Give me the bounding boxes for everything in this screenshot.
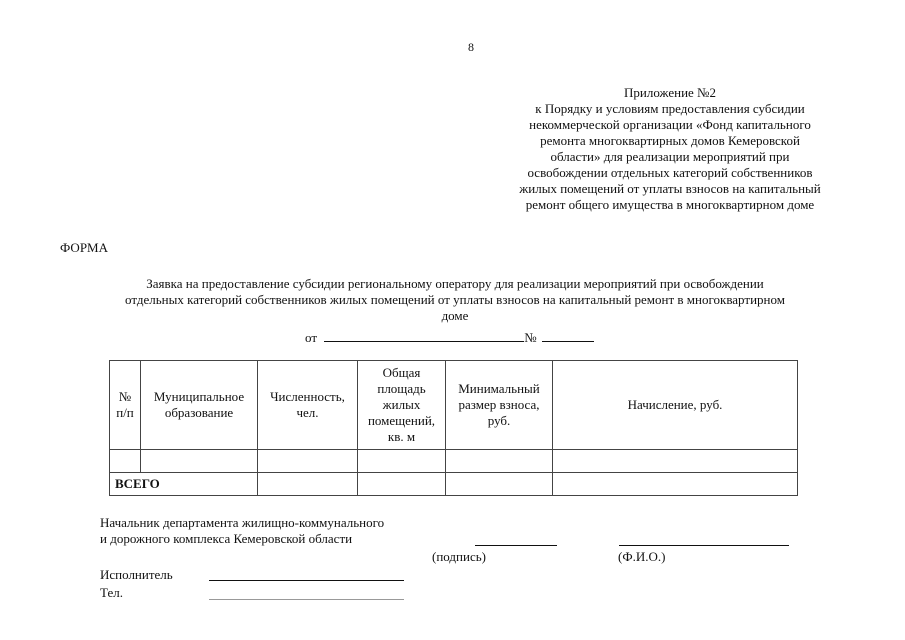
- fio-caption: (Ф.И.О.): [618, 549, 666, 564]
- appendix-line: некоммерческой организации «Фонд капитального: [529, 117, 811, 132]
- request-title-line: отдельных категорий собственников жилых помещений от уплаты взносов на капитальный ремонт в многоквартирном: [125, 292, 785, 307]
- phone-label: Тел.: [100, 585, 123, 600]
- header-cell-charge: Начисление, руб.: [553, 361, 798, 450]
- table-cell[interactable]: [553, 450, 798, 473]
- table-cell[interactable]: [358, 473, 446, 496]
- appendix-line: ремонт общего имущества в многоквартирном доме: [525, 197, 815, 212]
- appendix-title: Приложение №2: [624, 85, 716, 100]
- header-cell-min-fee: Минимальный размер взноса, руб.: [446, 361, 553, 450]
- signature-title-line: и дорожного комплекса Кемеровской области: [100, 531, 353, 546]
- signature-caption: (подпись): [432, 549, 486, 564]
- appendix-line: области» для реализации мероприятий при: [550, 149, 790, 164]
- header-cell-population: Численность, чел.: [258, 361, 358, 450]
- table-header-row: [110, 361, 798, 450]
- from-label: от: [305, 330, 318, 345]
- signature-blank[interactable]: [475, 545, 557, 546]
- table-total-row: [110, 473, 798, 496]
- header-cell-num: № п/п: [110, 361, 141, 450]
- request-date-number: [305, 329, 594, 346]
- table-cell[interactable]: [258, 473, 358, 496]
- table-cell[interactable]: [110, 450, 141, 473]
- fio-blank[interactable]: [619, 545, 789, 546]
- signature-title-line: Начальник департамента жилищно-коммунального: [100, 515, 385, 530]
- forma-label: ФОРМА: [60, 240, 108, 255]
- date-blank[interactable]: [324, 329, 524, 342]
- request-title-line: Заявка на предоставление субсидии региональному оператору для реализации мероприятий при освобождении: [146, 276, 764, 291]
- table-cell[interactable]: [358, 450, 446, 473]
- signature-title: [100, 515, 384, 547]
- header-cell-area: Общая площадь жилых помещений, кв. м: [358, 361, 446, 450]
- appendix-line: к Порядку и условиям предоставления субсидии: [535, 101, 805, 116]
- table-cell[interactable]: [446, 473, 553, 496]
- number-label: №: [524, 330, 537, 345]
- executor-label: Исполнитель: [100, 567, 173, 582]
- table-cell[interactable]: [258, 450, 358, 473]
- appendix-header: [470, 85, 870, 213]
- phone-blank[interactable]: [209, 599, 404, 600]
- table-cell[interactable]: [141, 450, 258, 473]
- number-blank[interactable]: [542, 329, 594, 342]
- request-title: [40, 276, 870, 324]
- page-number: 8: [468, 40, 474, 54]
- total-label: ВСЕГО: [110, 473, 258, 496]
- appendix-line: ремонта многоквартирных домов Кемеровской: [540, 133, 800, 148]
- table-cell[interactable]: [446, 450, 553, 473]
- appendix-line: жилых помещений от уплаты взносов на капитальный: [519, 181, 821, 196]
- request-title-line: доме: [441, 308, 469, 323]
- table-cell[interactable]: [553, 473, 798, 496]
- executor-blank[interactable]: [209, 580, 404, 581]
- subsidy-table: [109, 360, 798, 496]
- appendix-line: освобождении отдельных категорий собственников: [527, 165, 813, 180]
- table-row: [110, 450, 798, 473]
- header-cell-municipality: Муниципальное образование: [141, 361, 258, 450]
